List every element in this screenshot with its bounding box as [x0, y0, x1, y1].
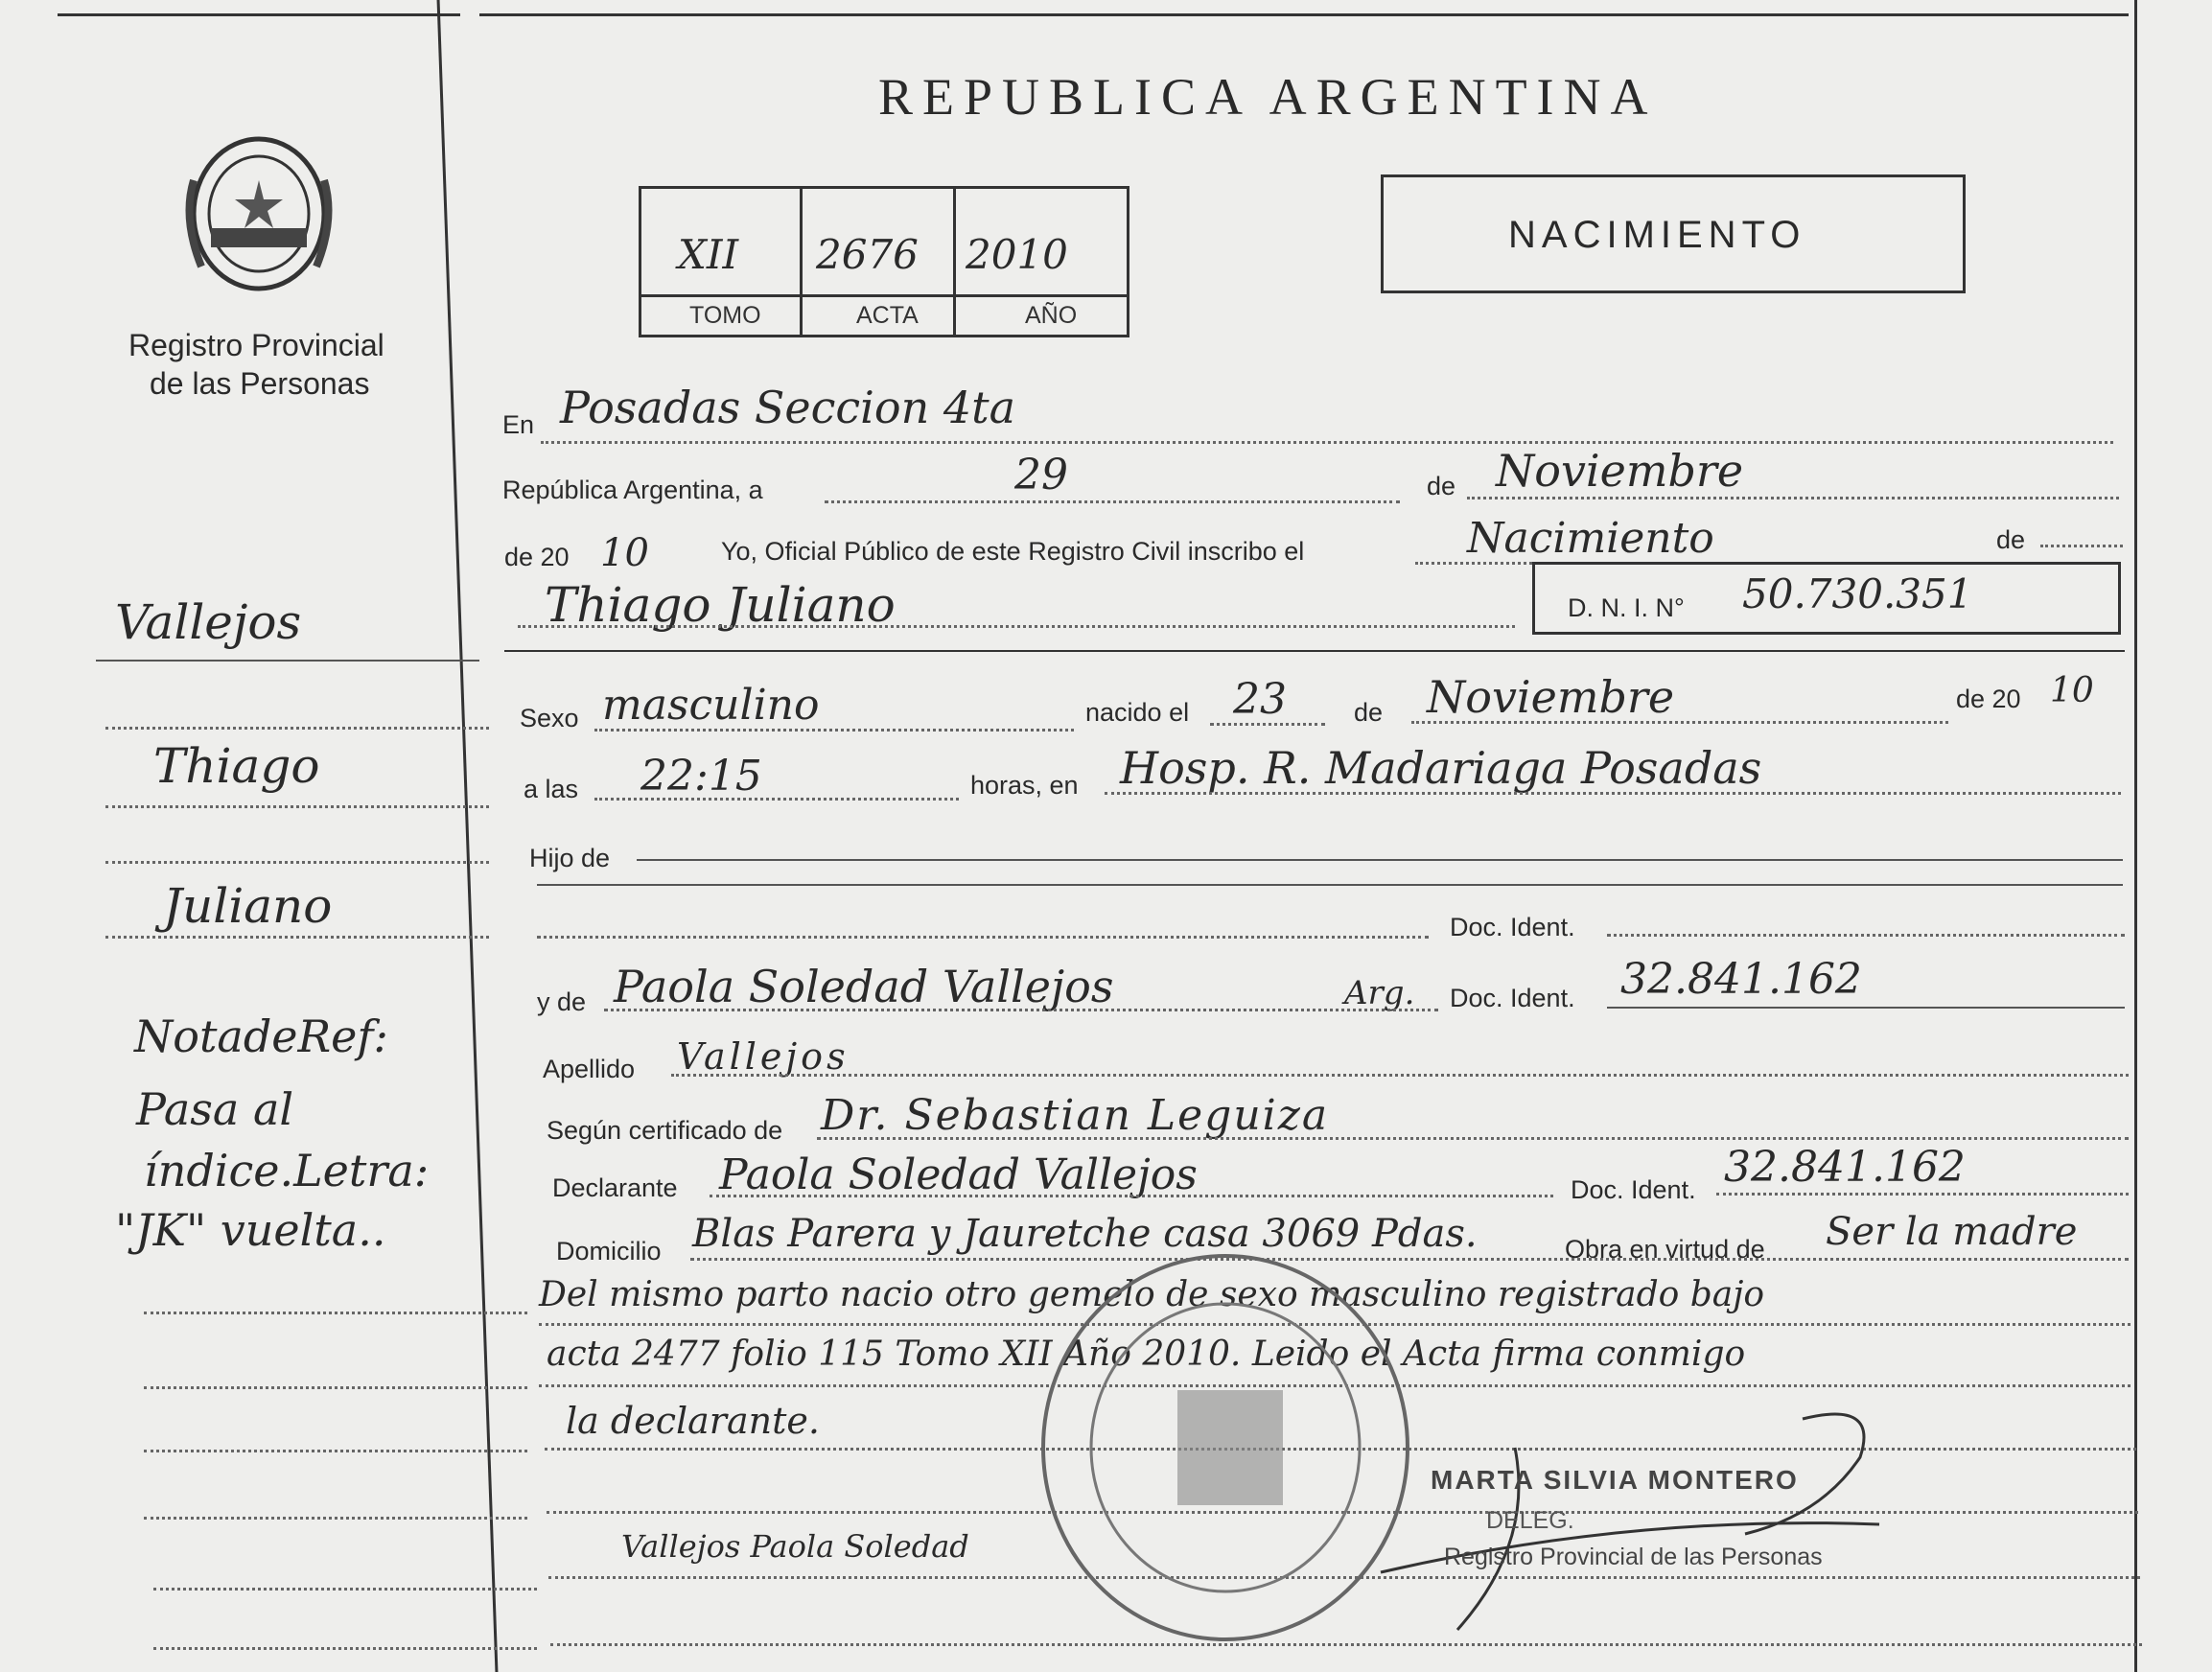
dni-value: 50.730.351	[1742, 570, 1973, 617]
official-role-line2: Registro Provincial de las Personas	[1444, 1544, 1823, 1570]
margin-divider	[437, 0, 499, 1672]
section-divider	[504, 650, 2125, 652]
sexo-value: masculino	[602, 681, 820, 730]
sidebar-dots-8	[144, 1517, 527, 1520]
acta-value: 2676	[816, 231, 919, 278]
observaciones-line2: acta 2477 folio 115 Tomo XII Año 2010. Leido el Acta firma conmigo	[547, 1335, 1746, 1374]
sidebar-rule-1	[96, 660, 479, 662]
sidebar-nota-line1: NotadeRef:	[134, 1010, 388, 1062]
lugar-dots	[1105, 792, 2121, 795]
horas-label: horas, en	[970, 771, 1079, 800]
de-dots-2	[2040, 545, 2123, 547]
anio-label: AÑO	[1025, 302, 1078, 329]
sidebar-nota-line3: índice.Letra:	[144, 1145, 430, 1196]
top-rule-left	[58, 13, 460, 16]
anio-value: 2010	[966, 231, 1068, 278]
certificado-value: Dr. Sebastian Leguiza	[821, 1091, 1330, 1140]
domicilio-value: Blas Parera y Jauretche casa 3069 Pdas.	[692, 1212, 1478, 1256]
record-box-divider	[641, 294, 1127, 297]
tomo-value: XII	[678, 231, 739, 278]
en-value: Posadas Seccion 4ta	[560, 382, 1016, 433]
dia-value: 29	[1014, 451, 1068, 499]
sidebar-apellido: Vallejos	[115, 594, 302, 650]
mes-dots	[1467, 497, 2119, 499]
nombre-dots	[518, 625, 1515, 628]
nacido-label: nacido el	[1085, 698, 1190, 727]
segun-label: Según certificado de	[547, 1116, 783, 1145]
apellido-dots	[671, 1074, 2129, 1077]
sidebar-dots-5	[144, 1312, 527, 1314]
en-label: En	[502, 410, 535, 439]
hora-dots	[594, 798, 959, 801]
right-border	[2134, 0, 2137, 1672]
yo-label: Yo, Oficial Público de este Registro Civil inscribo el	[721, 537, 1305, 566]
registry-name-line1: Registro Provincial	[128, 328, 384, 362]
registry-name-line2: de las Personas	[150, 366, 370, 401]
sidebar-nota-line4: "JK" vuelta..	[115, 1204, 386, 1256]
apellido-value: Vallejos	[677, 1035, 850, 1078]
nac-mes-value: Noviembre	[1427, 671, 1675, 723]
declarante-dots	[710, 1195, 1553, 1197]
observaciones-line3: la declarante.	[566, 1400, 820, 1442]
record-box	[639, 186, 1129, 337]
nombre-value: Thiago Juliano	[545, 577, 896, 633]
official-signature-stroke	[1342, 1400, 1937, 1649]
sidebar-dots-4	[105, 936, 489, 939]
nac-dia-dots	[1210, 723, 1325, 726]
sidebar-dots-7	[144, 1450, 527, 1452]
province-seal-icon	[173, 123, 345, 295]
padre-doc-dots	[1607, 934, 2125, 937]
madre-value: Paola Soledad Vallejos	[614, 961, 1114, 1012]
tomo-label: TOMO	[689, 302, 761, 329]
padre-dots	[537, 936, 1429, 939]
sidebar-nota-line2: Pasa al	[136, 1083, 294, 1135]
de20-label: de 20	[504, 543, 570, 571]
madre-dots	[604, 1009, 1438, 1011]
signature-stroke-icon	[1342, 1400, 1937, 1649]
madre-doc-value: 32.841.162	[1620, 955, 1862, 1004]
declarante-doc-value: 32.841.162	[1724, 1143, 1966, 1192]
certificado-dots	[817, 1137, 2129, 1140]
declarante-doc-dots	[1716, 1193, 2129, 1196]
anio-value-text: 10	[600, 531, 649, 575]
hora-value: 22:15	[640, 752, 762, 801]
hijo-rule-1	[637, 859, 2123, 861]
republica-label: República Argentina, a	[502, 476, 763, 504]
dia-dots	[825, 500, 1400, 503]
nac-anio-value: 10	[2050, 671, 2094, 710]
province-seal	[173, 123, 345, 295]
official-role-line1: DELEG.	[1486, 1507, 1574, 1534]
obra-label: Obra en virtud de	[1565, 1235, 1765, 1264]
doc-label-2: Doc. Ident.	[1450, 984, 1575, 1012]
sidebar-nombre-1: Thiago	[153, 738, 320, 794]
en-dots	[541, 441, 2113, 444]
de-label-2: de	[1996, 525, 2026, 554]
sidebar-dots-10	[153, 1647, 537, 1650]
madre-doc-rule	[1607, 1007, 2125, 1009]
official-name: MARTA SILVIA MONTERO	[1431, 1465, 1799, 1495]
sidebar-dots-6	[144, 1386, 527, 1389]
sidebar-nombre-2: Juliano	[163, 878, 333, 934]
top-rule-right	[479, 13, 2129, 16]
firma-declarante: Vallejos Paola Soledad	[621, 1528, 969, 1565]
de-label: de	[1427, 472, 1456, 500]
nac-mes-dots	[1411, 721, 1948, 724]
hijo-rule-2	[537, 884, 2123, 886]
obra-value: Ser la madre	[1826, 1210, 2078, 1254]
sexo-label: Sexo	[520, 704, 579, 732]
country-title: REPUBLICA ARGENTINA	[878, 68, 1658, 126]
acta-label: ACTA	[856, 302, 919, 329]
doc-label-3: Doc. Ident.	[1571, 1175, 1696, 1204]
alas-label: a las	[524, 775, 579, 803]
yde-label: y de	[537, 987, 587, 1016]
nac-dia-value: 23	[1233, 675, 1287, 724]
dni-box	[1532, 562, 2121, 635]
sidebar-dots-2	[105, 805, 489, 808]
dni-label: D. N. I. N°	[1568, 593, 1685, 622]
nac-de-label: de	[1354, 698, 1384, 727]
sexo-dots	[594, 729, 1074, 732]
sidebar-dots-3	[105, 861, 489, 864]
doc-label-1: Doc. Ident.	[1450, 913, 1575, 941]
lugar-value: Hosp. R. Madariaga Posadas	[1120, 742, 1762, 794]
sidebar-dots-9	[153, 1588, 537, 1591]
observaciones-line1: Del mismo parto nacio otro gemelo de sexo masculino registrado bajo	[539, 1275, 1765, 1314]
declarante-value: Paola Soledad Vallejos	[719, 1150, 1198, 1199]
document-type: NACIMIENTO	[1508, 214, 1806, 256]
document-type-box	[1381, 174, 1966, 293]
madre-nacionalidad: Arg.	[1344, 974, 1415, 1012]
apellido-label: Apellido	[543, 1055, 636, 1083]
mes-value: Noviembre	[1496, 445, 1744, 497]
sidebar-dots-1	[105, 727, 489, 730]
acto-value: Nacimiento	[1467, 514, 1714, 563]
declarante-label: Declarante	[552, 1173, 678, 1202]
nac-de20-label: de 20	[1956, 685, 2021, 713]
domicilio-label: Domicilio	[556, 1237, 662, 1266]
hijo-label: Hijo de	[529, 844, 611, 872]
